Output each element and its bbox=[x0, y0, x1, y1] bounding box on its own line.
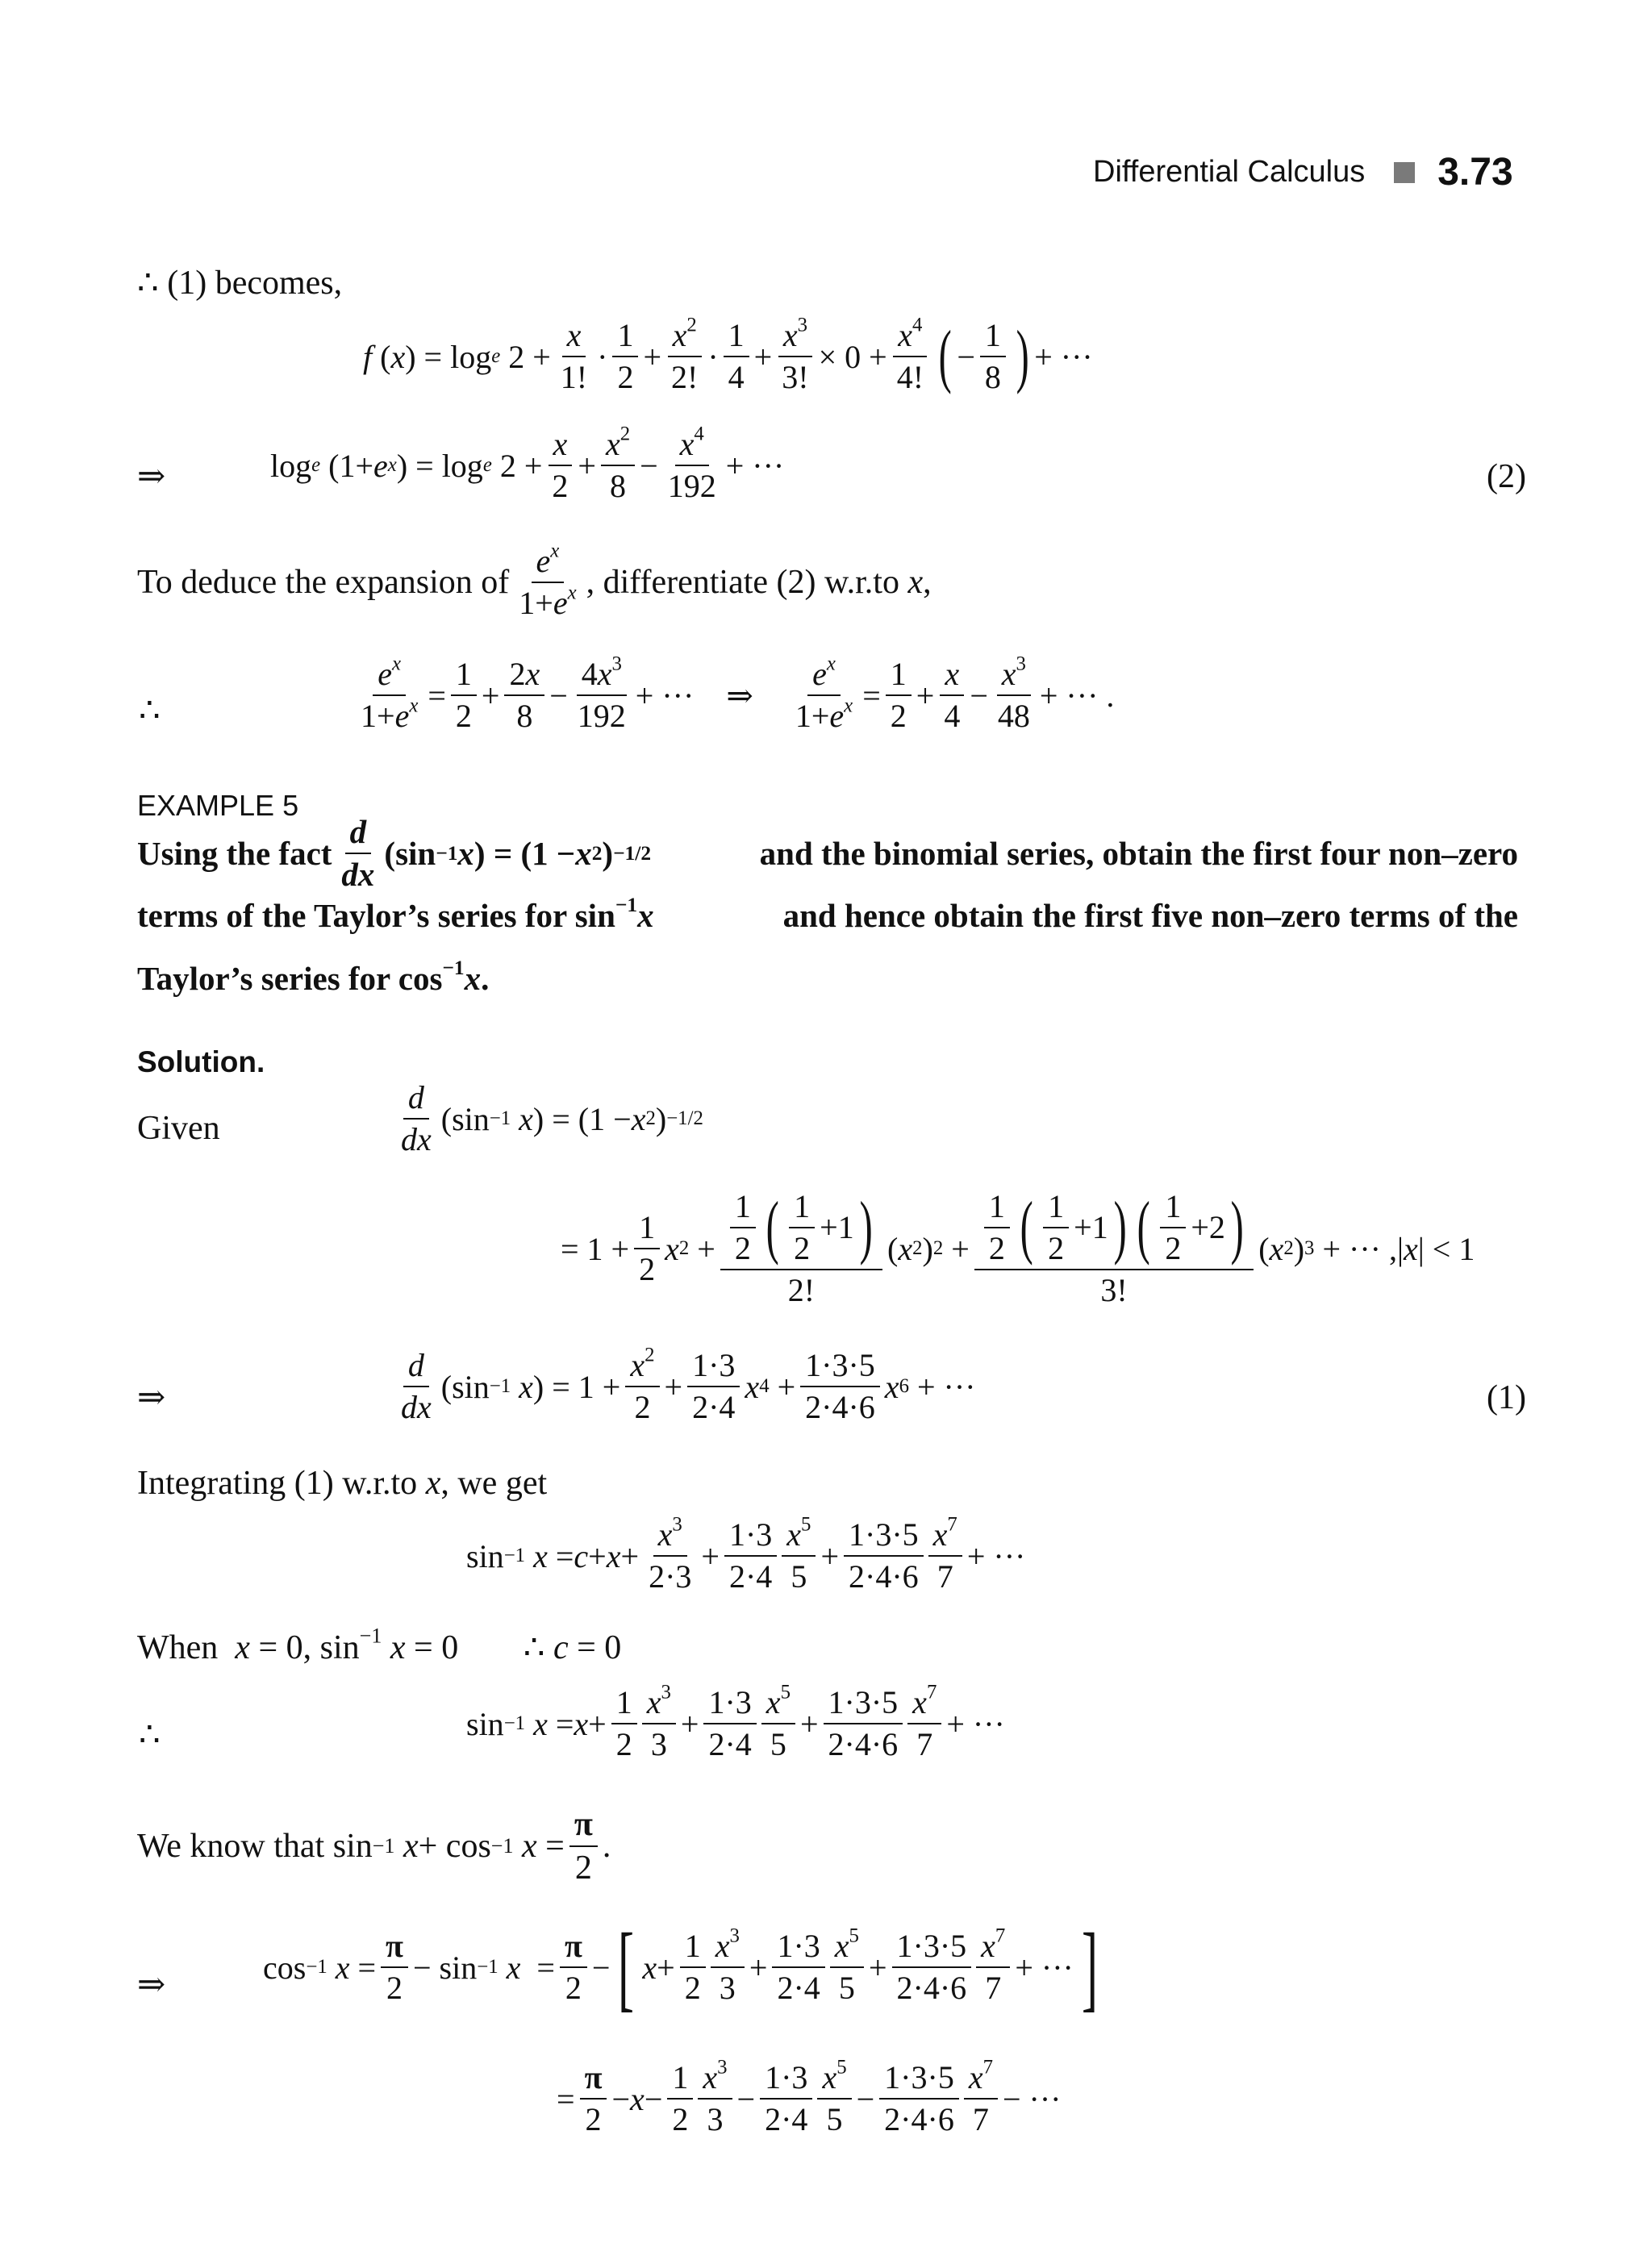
integrated-series: sin −1 x = c + x + $\frac{x^3}{2\cdot 3}$ + $\frac{1\cdot 3}{2\cdot 4}$ $\frac{x^5}{5}$ + $\frac{1\cdot 3\cdot 5}{2\cdot 4\cdot 6}$ $\frac{x^7}{7}$ + ··· bbox=[466, 1513, 1026, 1595]
therefore-symbol: ∴ bbox=[139, 692, 161, 729]
given-label: Given bbox=[137, 1110, 220, 1147]
equation-number-2: (2) bbox=[1487, 458, 1526, 495]
binomial-expansion: = 1 + $\frac{1}{2}$ x 2 + $\frac{1}{2}$ ( $\frac{1}{2}$ +1 ) 2! ( x 2 ) 2 + $\frac{1}{2}$ ( $\frac{1}{2}$ +1 ) ( $\frac{1}{2}$ +2 ) 3! ( x 2 ) 3 + ··· ,| x | < 1 bbox=[561, 1188, 1475, 1308]
solution-label: Solution. bbox=[137, 1045, 265, 1078]
equation-derivative: $\frac{e^x}{1+e^x}$ = $\frac{1}{2}$ + $\frac{2x}{8}$ − $\frac{4x^3}{192}$ + ··· ⇒ $\frac{e^x}{1+e^x}$ = $\frac{1}{2}$ + $\frac{x}{4}$ − $\frac{x^3}{48}$ + ··· . bbox=[361, 653, 1115, 734]
to-deduce-line: To deduce the expansion of $\frac{e^x}{1+e^x}$ , differentiate (2) w.r.to x , bbox=[137, 540, 932, 621]
equation-fx-expansion: f ( x ) = log e 2 + $\frac{x}{1!}$ · $\frac{1}{2}$ + $\frac{x^2}{2!}$ · $\frac{1}{4}$ + $\frac{x^3}{3!}$ × 0 + $\frac{x^4}{4!}$ ( − $\frac{1}{8}$ ) + ··· bbox=[363, 314, 1093, 396]
example-label: EXAMPLE 5 bbox=[137, 789, 299, 822]
arccos-expression: cos −1 x = $\frac{\pi}{2}$ − sin −1 x = $\frac{\pi}{2}$ − [ x + $\frac{1}{2}$ $\frac{x^3}{3}$ + $\frac{1\cdot 3}{2\cdot 4}$ $\frac{x^5}{5}$ + $\frac{1\cdot 3\cdot 5}{2\cdot 4\cdot 6}$ $\frac{x^7}{7}$ + ··· ] bbox=[263, 1913, 1098, 2020]
equation-1: $\frac{d}{dx}$ (sin −1 x ) = 1 + $\frac{x^2}{2}$ + $\frac{1\cdot 3}{2\cdot 4}$ x 4 + $\frac{1\cdot 3\cdot 5}{2\cdot 4\cdot 6}$ x 6 + ··· bbox=[401, 1344, 976, 1425]
integrating-line: Integrating (1) w.r.to x, we get bbox=[137, 1465, 548, 1502]
implies-symbol: ⇒ bbox=[137, 458, 166, 495]
therefore-symbol-2: ∴ bbox=[139, 1716, 161, 1754]
implies-symbol-2: ⇒ bbox=[137, 1379, 166, 1416]
chapter-title: Differential Calculus bbox=[1093, 155, 1366, 189]
example-statement-line3: Taylor’s series for $\cos^{-1}x$. bbox=[137, 956, 490, 997]
equation-number-1: (1) bbox=[1487, 1379, 1526, 1416]
arccos-series: = $\frac{\pi}{2}$ − x − $\frac{1}{2}$ $\frac{x^3}{3}$ − $\frac{1\cdot 3}{2\cdot 4}$ $\frac{x^5}{5}$ − $\frac{1\cdot 3\cdot 5}{2\cdot 4\cdot 6}$ $\frac{x^7}{7}$ − ··· bbox=[557, 2056, 1062, 2137]
given-equation: $\frac{d}{dx}$ (sin −1 x ) = (1 − x 2 ) −1/2 bbox=[401, 1079, 703, 1157]
example-statement-line1: Using the fact $\frac{d}{dx}$ (sin −1 x ) = (1 − x 2 ) −1/2 and the binomial series, obtain the first four non–zero bbox=[137, 813, 1518, 894]
when-line: When x = 0, $\sin^{-1} x = 0$ ∴ c = 0 bbox=[137, 1624, 622, 1666]
example-statement-line2: terms of the Taylor’s series for $\sin^{-1}x$ and hence obtain the first five non–zero terms of the bbox=[137, 893, 1518, 934]
page-number: 3.73 bbox=[1437, 151, 1513, 194]
running-header bbox=[1093, 150, 1513, 194]
arcsin-series: sin −1 x = x + $\frac{1}{2}$ $\frac{x^3}{3}$ + $\frac{1\cdot 3}{2\cdot 4}$ $\frac{x^5}{5}$ + $\frac{1\cdot 3\cdot 5}{2\cdot 4\cdot 6}$ $\frac{x^7}{7}$ + ··· bbox=[466, 1681, 1005, 1762]
separator-square-icon bbox=[1394, 162, 1415, 183]
equation-2: log e (1+ e x ) = log e 2 + $\frac{x}{2}$ + $\frac{x^2}{8}$ − $\frac{x^4}{192}$ + ··· bbox=[270, 423, 785, 504]
implies-symbol-3: ⇒ bbox=[137, 1966, 166, 2004]
becomes-line: ∴ (1) becomes, bbox=[137, 265, 343, 302]
we-know-line: We know that sin −1 x + cos −1 x = $\frac{\pi}{2}$ . bbox=[137, 1806, 611, 1887]
